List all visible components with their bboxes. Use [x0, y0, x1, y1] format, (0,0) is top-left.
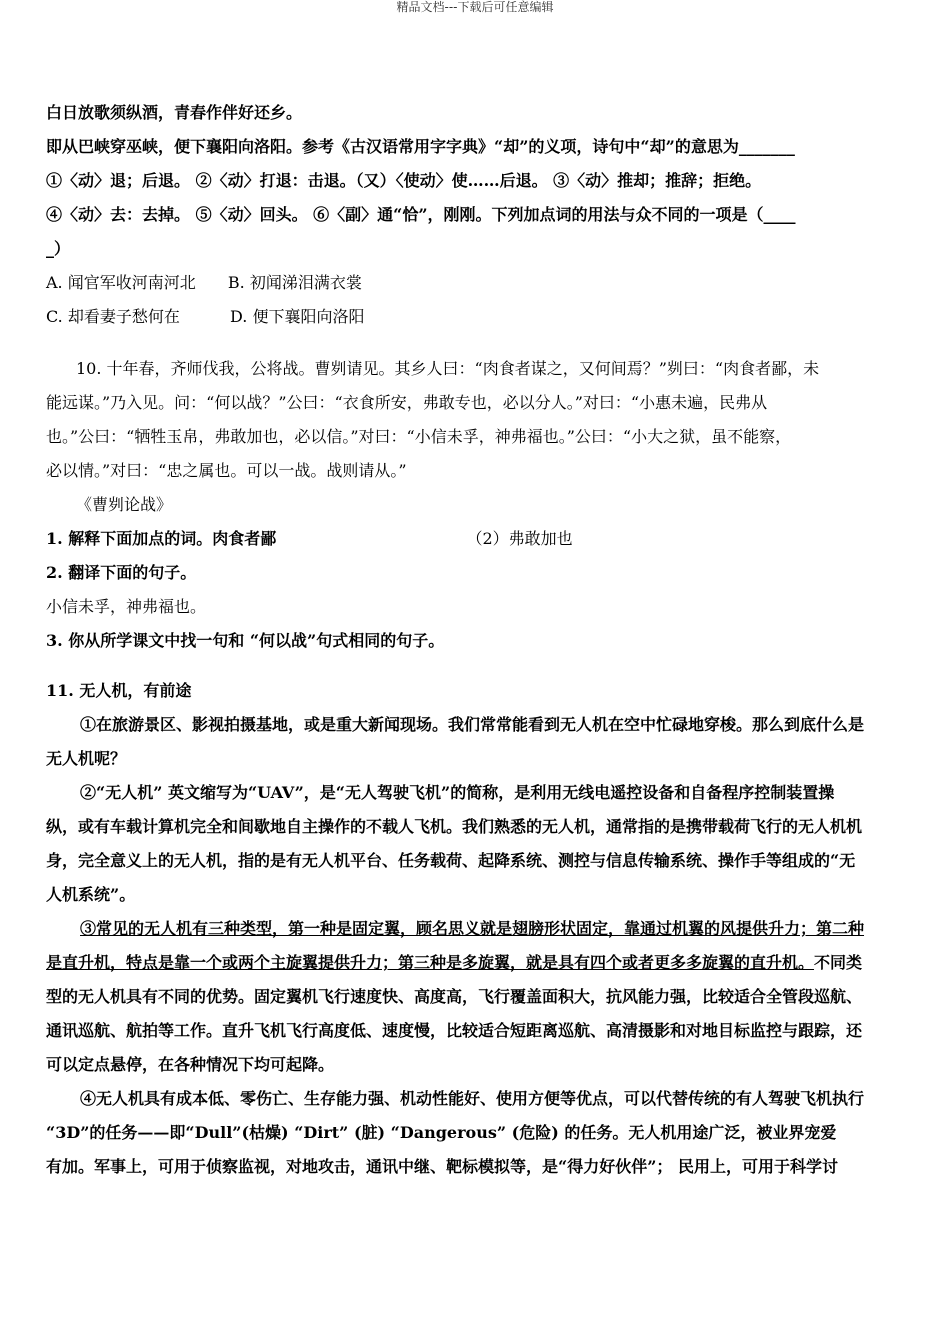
- sub-question-2-text: 小信未孚，神弗福也。: [46, 597, 207, 616]
- passage-line: 能远谋。”乃入见。问：“何以战？”公曰：“衣食所安，弗敢专也，必以分人。”对曰：“小惠未遍，民弗从: [46, 393, 768, 412]
- paragraph-2: ②“无人机” 英文缩写为“UAV”，是“无人驾驶飞机”的简称，是利用无线电遥控设备和自备程序控制装置操: [80, 783, 835, 802]
- question-9: [46, 96, 904, 334]
- definition-line: ①〈动〉退；后退。 ②〈动〉打退：击退。（又）〈使动〉使……后退。 ③〈动〉推却；推辞；拒绝。: [46, 171, 762, 190]
- sub-question-1: [46, 522, 904, 556]
- question-10: [46, 352, 904, 658]
- paragraph-3-tail: 不同类: [814, 953, 863, 972]
- sub-question-1-a: 1. 解释下面加点的词。肉食者鄙: [46, 529, 277, 548]
- paragraph-2-cont: 人机系统”。: [46, 885, 136, 904]
- paragraph-1: ①在旅游景区、影视拍摄基地，或是重大新闻现场。我们常常能看到无人机在空中忙碌地穿梭。那么到底什么是: [80, 715, 865, 734]
- paragraph-2-cont: 纵，或有车载计算机完全和间歇地自主操作的不载人飞机。我们熟悉的无人机，通常指的是携带载荷飞行的无人机机: [46, 817, 863, 836]
- options-row: [46, 300, 904, 334]
- sub-question-3: 3. 你从所学课文中找一句和 “何以战”句式相同的句子。: [46, 631, 445, 650]
- option-a: A. 闻官军收河南河北: [46, 273, 196, 292]
- paragraph-4-cont: 有加。军事上，可用于侦察监视，对地攻击，通讯中继、靶标模拟等，是“得力好伙伴”； 民用上，可用于科学讨: [46, 1157, 838, 1176]
- paragraph-3-cont: 可以定点悬停，在各种情况下均可起降。: [46, 1055, 335, 1074]
- paragraph-3-cont: 通讯巡航、航拍等工作。直升飞机飞行高度低、速度慢，比较适合短距离巡航、高清摄影和对地目标监控与跟踪，还: [46, 1021, 863, 1040]
- passage-line: 10. 十年春，齐师伐我，公将战。曹刿请见。其乡人曰：“肉食者谋之，又何间焉？”刿曰：“肉食者鄙，未: [76, 359, 820, 378]
- document-body: [46, 96, 904, 1184]
- paragraph-4-cont: “3D”的任务——即“Dull”(枯燥) “Dirt” (脏) “Dangerous” (危险) 的任务。无人机用途广泛，被业界宠爱: [46, 1123, 837, 1142]
- paragraph-3-cont: 型的无人机具有不同的优势。固定翼机飞行速度快、高度高，飞行覆盖面积大，抗风能力强，比较适合全管段巡航、: [46, 987, 863, 1006]
- paragraph-3: ③常见的无人机有三种类型，第一种是固定翼，顾名思义就是翅膀形状固定，靠通过机翼的风提供升力；第二种: [80, 919, 865, 938]
- definition-line: _）: [46, 239, 71, 258]
- paragraph-4: ④无人机具有成本低、零伤亡、生存能力强、机动性能好、使用方便等优点，可以代替传统的有人驾驶飞机执行: [80, 1089, 865, 1108]
- article-title: 11. 无人机，有前途: [46, 681, 192, 700]
- question-11: [46, 674, 904, 1184]
- sub-question-2: 2. 翻译下面的句子。: [46, 563, 197, 582]
- poem-line-question: 即从巴峡穿巫峡，便下襄阳向洛阳。参考《古汉语常用字字典》“却”的义项，诗句中“却”的意思为_______: [46, 137, 795, 156]
- passage-source: 《曹刿论战》: [76, 495, 173, 514]
- option-c: C. 却看妻子愁何在: [46, 307, 180, 326]
- paragraph-1-cont: 无人机呢？: [46, 749, 127, 768]
- option-d: D. 便下襄阳向洛阳: [230, 307, 365, 326]
- paragraph-3-cont: [46, 946, 904, 980]
- definition-line: ④〈动〉去：去掉。 ⑤〈动〉回头。 ⑥〈副〉通“恰”，刚刚。下列加点词的用法与众不同的一项是（____: [46, 205, 796, 224]
- sub-question-1-b: （2）弗敢加也: [466, 529, 573, 548]
- passage-line: 也。”公曰：“牺牲玉帛，弗敢加也，必以信。”对曰：“小信未孚，神弗福也。”公曰：“小大之狱，虽不能察，: [46, 427, 792, 446]
- poem-line: 白日放歌须纵酒，青春作伴好还乡。: [46, 103, 303, 122]
- passage-line: 必以情。”对曰：“忠之属也。可以一战。战则请从。”: [46, 461, 407, 480]
- option-b: B. 初闻涕泪满衣裳: [227, 273, 362, 292]
- underlined-text: 是直升机，特点是靠一个或两个主旋翼提供升力；第三种是多旋翼，就是具有四个或者更多多旋翼的直升机。: [46, 953, 815, 972]
- page-header: 精品文档---下载后可任意编辑: [396, 0, 554, 14]
- paragraph-2-cont: 身，完全意义上的无人机，指的是有无人机平台、任务载荷、起降系统、测控与信息传输系统、操作手等组成的“无: [46, 851, 856, 870]
- options-row: [46, 266, 904, 300]
